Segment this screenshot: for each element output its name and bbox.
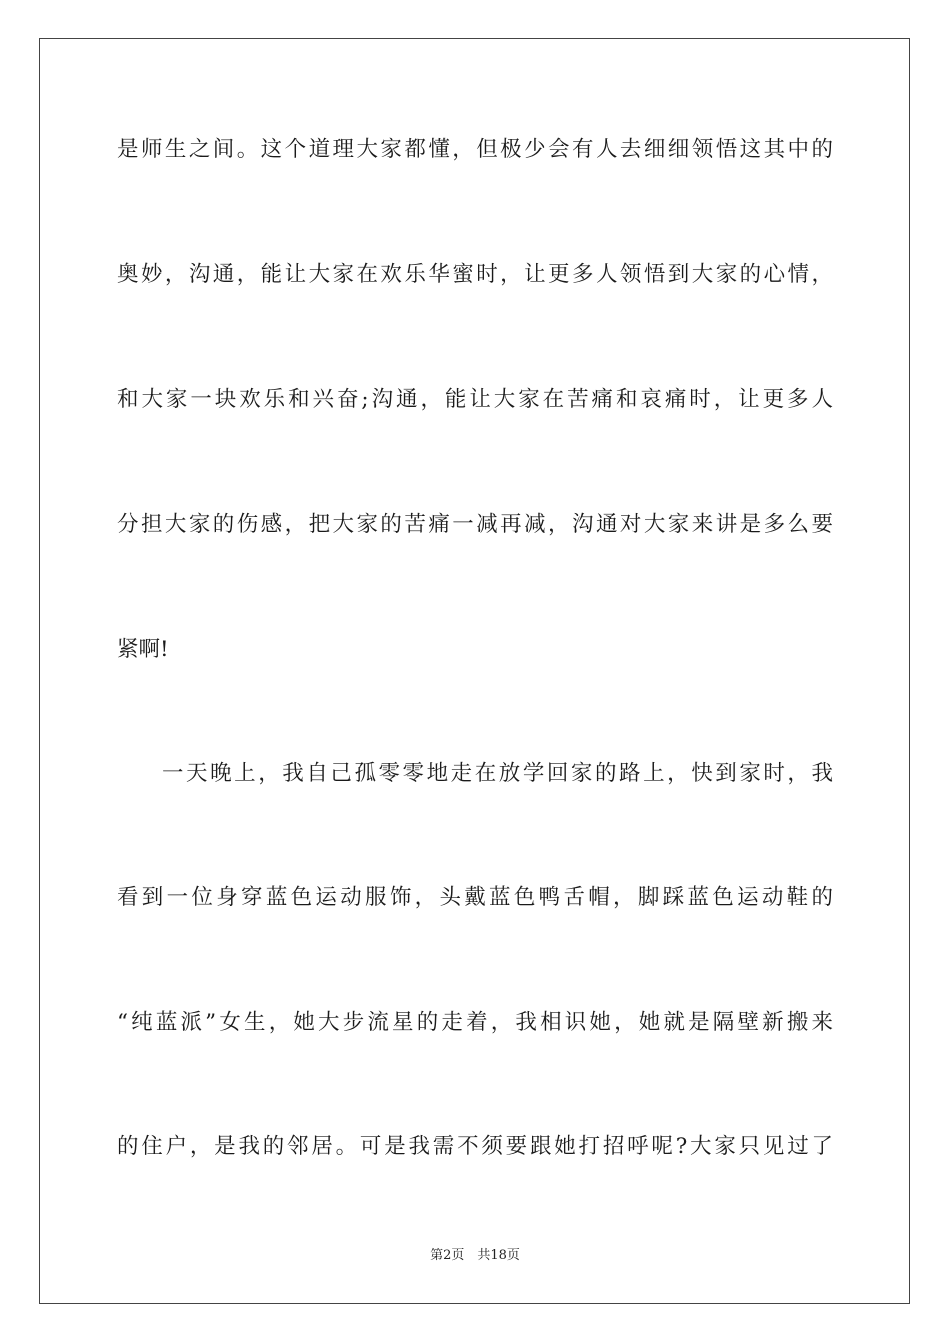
text-line: 紧啊!: [117, 637, 169, 662]
text-line: 奥妙，沟通，能让大家在欢乐华蜜时，让更多人领悟到大家的心情，: [117, 262, 833, 287]
text-line: 分担大家的伤感，把大家的苦痛一减再减，沟通对大家来讲是多么要: [117, 512, 833, 537]
text-line: 的住户，是我的邻居。可是我需不须要跟她打招呼呢?大家只见过了: [117, 1134, 833, 1159]
text-line: 看到一位身穿蓝色运动服饰，头戴蓝色鸭舌帽，脚踩蓝色运动鞋的: [117, 885, 833, 910]
text-line: 和大家一块欢乐和兴奋;沟通，能让大家在苦痛和哀痛时，让更多人: [117, 387, 833, 412]
text-line: 是师生之间。这个道理大家都懂，但极少会有人去细细领悟这其中的: [117, 137, 833, 162]
page-frame: [39, 38, 910, 1304]
page-number-footer: 第2页 共18页: [430, 1248, 520, 1263]
text-line: “纯蓝派”女生，她大步流星的走着，我相识她，她就是隔壁新搬来: [117, 1010, 833, 1035]
paragraph-start-line: 一天晚上，我自己孤零零地走在放学回家的路上，快到家时，我: [162, 761, 833, 786]
